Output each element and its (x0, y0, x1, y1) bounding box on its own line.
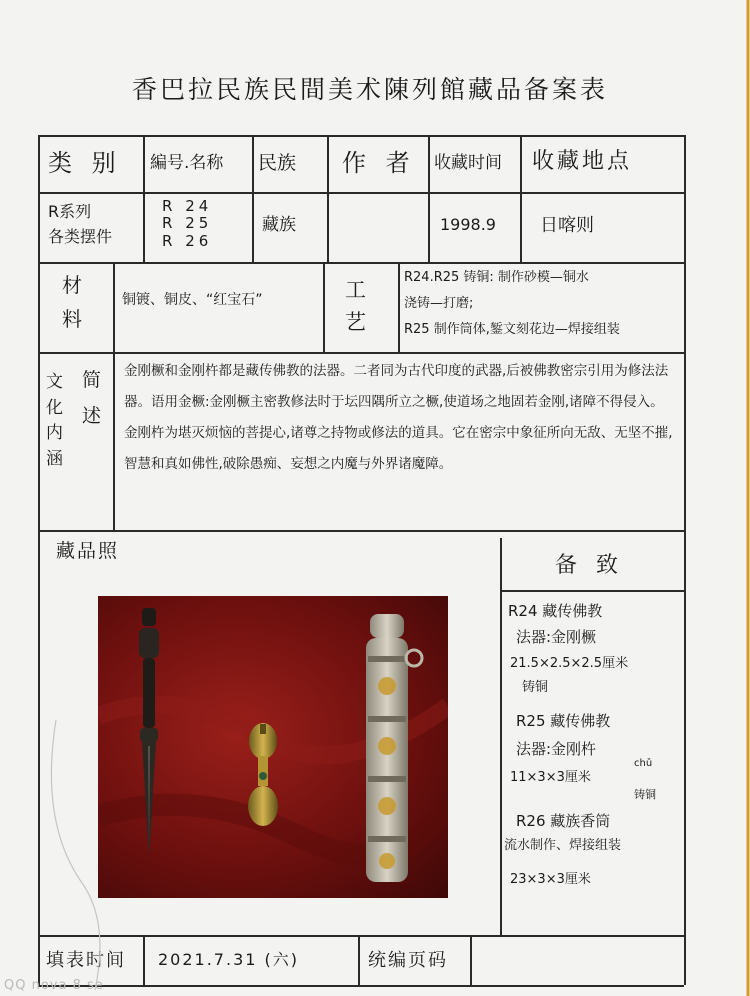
r24-material: 铸铜 (522, 680, 549, 695)
camera-watermark: QQ nova 8 se (4, 978, 104, 993)
ethnicity-value: 藏族 (262, 215, 296, 235)
craft-line3: R25 制作筒体,錾文刻花边—焊接组装 (404, 322, 620, 337)
r25-line2: 法器:金刚杵 (516, 740, 597, 758)
r25-title: R25 藏传佛教 (516, 712, 611, 730)
r26-size: 23×3×3厘米 (510, 872, 591, 887)
vajra (248, 723, 278, 826)
craft-line1: R24.R25 铸铜: 制作砂模—铜水 (404, 270, 589, 285)
artifact-photo (98, 596, 448, 898)
artifact-illustration (98, 596, 448, 898)
page-number-label: 统编页码 (368, 950, 448, 971)
ids-value: R 24 R 25 R 26 (162, 197, 213, 250)
r25-note: chǔ (634, 758, 653, 769)
culture-label-col2: 简 述 (82, 369, 102, 428)
page-title: 香巴拉民族民間美术陳列館藏品备案表 (131, 75, 608, 104)
header-category: 类 别 (48, 149, 122, 177)
collect-time-value: 1998.9 (440, 215, 496, 234)
r26-line2: 流水制作、焊接组装 (504, 838, 622, 853)
header-collect-place: 收藏地点 (532, 149, 633, 174)
craft-line2: 浇铸—打磨; (404, 296, 474, 311)
collect-place-value: 日喀则 (540, 215, 594, 236)
header-ethnicity: 民族 (258, 152, 297, 174)
fill-date-label: 填表时间 (46, 950, 126, 971)
header-collect-time: 收藏时间 (434, 153, 502, 173)
r24-size: 21.5×2.5×2.5厘米 (510, 656, 629, 671)
r25-material: 铸铜 (634, 788, 656, 801)
r24-title: R24 藏传佛教 (508, 602, 603, 620)
header-id-name: 編号.名称 (150, 153, 224, 173)
vajra-dagger (139, 608, 159, 858)
materials-label: 材 料 (62, 273, 82, 331)
header-author: 作 者 (342, 149, 416, 177)
category-value: R系列 各类摆件 (48, 202, 113, 246)
culture-label-col1: 文 化 内 涵 (46, 372, 63, 469)
craft-label: 工 艺 (345, 278, 366, 334)
materials-value: 铜镀、铜皮、“红宝石” (122, 292, 263, 308)
fill-date-value: 2021.7.31 (六) (158, 950, 300, 969)
photo-section-label: 藏品照 (56, 540, 120, 562)
r26-title: R26 藏族香筒 (516, 812, 611, 830)
remarks-label: 备 致 (555, 553, 624, 578)
r24-line2: 法器:金刚橛 (516, 628, 597, 646)
r25-size: 11×3×3厘米 (510, 770, 591, 785)
culture-text: 金刚橛和金刚杵都是藏传佛教的法器。二者同为古代印度的武器,后被佛教密宗引用为修法法器。语用金橛:金刚橛主密教修法时于坛四隅所立之橛,使道场之地固若金刚,诸障不得侵入。金刚杵为堪灭烦恼的菩提心,诸尊之持物或修法的道具。它在密宗中象征所向无敌、无坚不摧,智慧和真如佛性,破除愚痴、妄想之内魔与外界诸魔障。 (124, 363, 673, 472)
